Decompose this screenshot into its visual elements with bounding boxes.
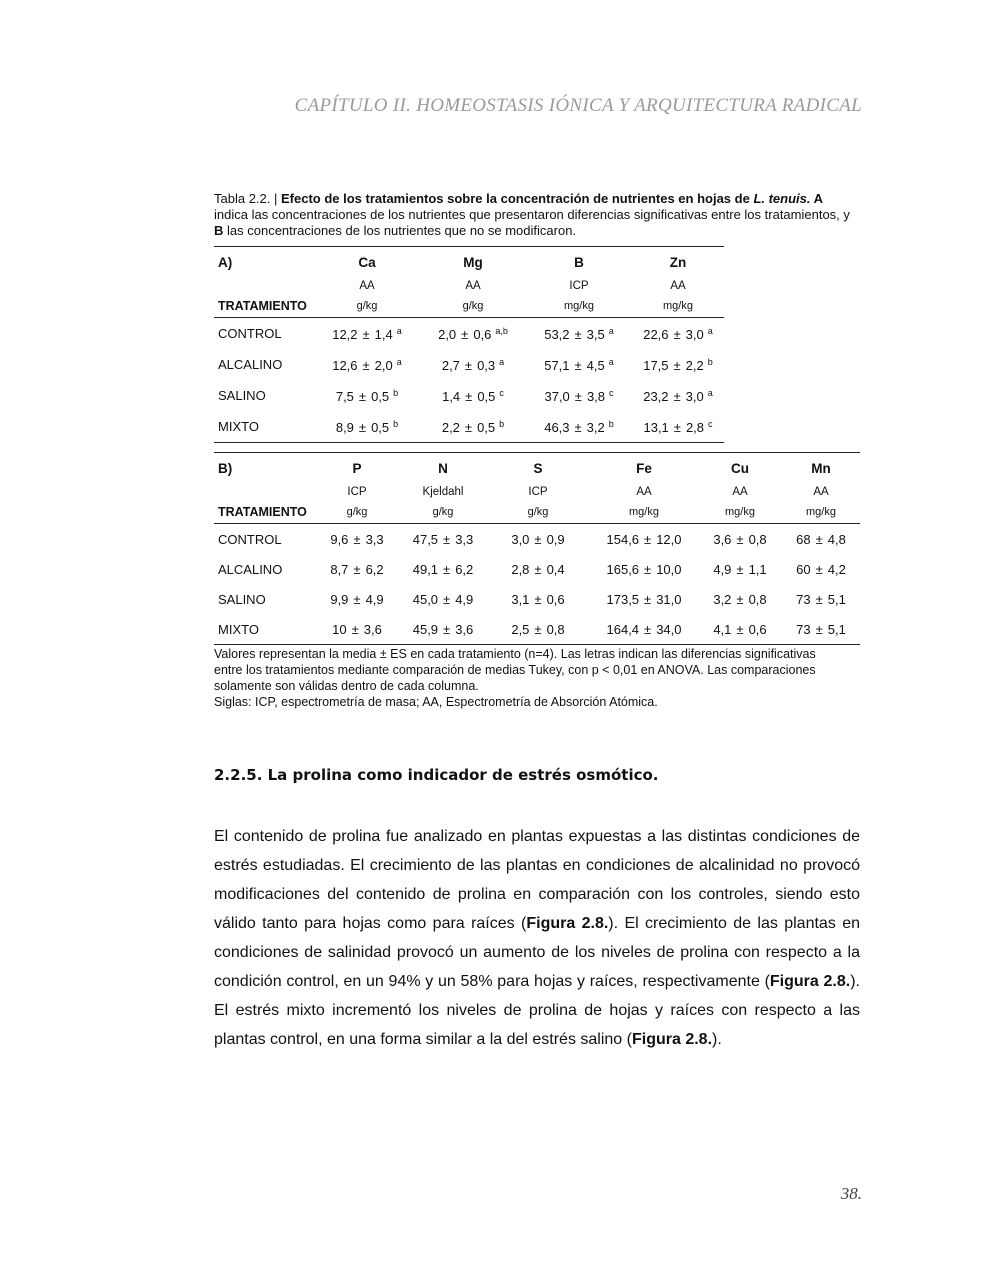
table-cell bbox=[420, 411, 526, 443]
cell-value bbox=[796, 622, 846, 637]
table-cell bbox=[314, 584, 400, 614]
significance-letter: a bbox=[396, 325, 402, 336]
column-header-ca: Ca bbox=[314, 247, 420, 278]
mean-value: 4,1 bbox=[713, 621, 732, 637]
cell-value bbox=[332, 357, 402, 373]
standard-error: 3,8 bbox=[586, 388, 606, 404]
table-cell bbox=[526, 380, 632, 411]
cell-value bbox=[544, 388, 613, 404]
table-cell bbox=[526, 318, 632, 350]
standard-error: 0,5 bbox=[371, 419, 390, 435]
standard-error: 0,4 bbox=[546, 561, 565, 577]
plus-minus-sign: ± bbox=[534, 561, 542, 577]
plus-minus-sign: ± bbox=[815, 561, 823, 577]
table-method-row bbox=[214, 277, 724, 295]
cell-value bbox=[442, 357, 504, 373]
table-cell bbox=[782, 554, 860, 584]
mean-value: 47,5 bbox=[412, 531, 439, 547]
table-cell bbox=[400, 524, 486, 555]
mean-value: 3,0 bbox=[511, 531, 530, 547]
table-cell bbox=[632, 318, 724, 350]
table-row bbox=[214, 554, 860, 584]
table-header-row bbox=[214, 247, 724, 278]
cell-value bbox=[511, 562, 564, 577]
treatment-name: MIXTO bbox=[214, 614, 314, 645]
mean-value: 4,9 bbox=[713, 561, 732, 577]
cell-value bbox=[413, 532, 474, 547]
plus-minus-sign: ± bbox=[644, 591, 652, 607]
standard-error: 5,1 bbox=[827, 591, 846, 607]
table-unit-row bbox=[214, 295, 724, 318]
table-header-row bbox=[214, 453, 860, 484]
significance-letter: b bbox=[707, 356, 713, 367]
plus-minus-sign: ± bbox=[464, 357, 473, 373]
mean-value: 3,6 bbox=[713, 531, 732, 547]
column-method: AA bbox=[670, 280, 686, 292]
column-header-mg: Mg bbox=[420, 247, 526, 278]
table-cell bbox=[782, 584, 860, 614]
significance-letter: a bbox=[707, 387, 713, 398]
mean-value: 154,6 bbox=[606, 531, 640, 547]
table-cell bbox=[400, 554, 486, 584]
standard-error: 4,9 bbox=[455, 591, 474, 607]
standard-error: 6,2 bbox=[365, 561, 384, 577]
treatment-header: TRATAMIENTO bbox=[214, 295, 314, 318]
mean-value: 13,1 bbox=[643, 419, 669, 435]
table-cell bbox=[590, 584, 698, 614]
column-unit: mg/kg bbox=[698, 501, 782, 524]
body-text-3: ). El estrés mixto incrementó los niveles de prolina de hojas y raíces con respecto a las plantas control, en una forma similar a la del estrés salino ( bbox=[214, 973, 860, 1048]
empty-cell bbox=[214, 483, 314, 501]
plus-minus-sign: ± bbox=[644, 561, 652, 577]
mean-value: 46,3 bbox=[544, 419, 570, 435]
mean-value: 12,2 bbox=[332, 326, 358, 342]
column-header-fe: Fe bbox=[590, 453, 698, 484]
table-cell bbox=[400, 614, 486, 645]
column-method: AA bbox=[732, 486, 748, 498]
standard-error: 0,6 bbox=[748, 621, 767, 637]
table-cell bbox=[590, 524, 698, 555]
standard-error: 10,0 bbox=[656, 561, 682, 577]
standard-error: 3,6 bbox=[363, 621, 382, 637]
cell-value bbox=[713, 562, 766, 577]
table-row bbox=[214, 380, 724, 411]
table-cell bbox=[698, 614, 782, 645]
plus-minus-sign: ± bbox=[443, 531, 451, 547]
significance-letter: b bbox=[393, 387, 399, 398]
mean-value: 60 bbox=[796, 561, 811, 577]
significance-letter: a bbox=[608, 356, 614, 367]
standard-error: 3,3 bbox=[455, 531, 474, 547]
empty-cell bbox=[214, 277, 314, 295]
running-head: CAPÍTULO II. HOMEOSTASIS IÓNICA Y ARQUITECTURA RADICAL bbox=[294, 95, 862, 116]
caption-text-1: indica las concentraciones de los nutrientes que presentaron diferencias significativas entre los tratamientos, y bbox=[214, 207, 850, 222]
treatment-name: SALINO bbox=[218, 388, 266, 403]
mean-value: 1,4 bbox=[442, 388, 461, 404]
caption-text-2: las concentraciones de los nutrientes que no se modificaron. bbox=[223, 223, 577, 238]
mean-value: 45,0 bbox=[412, 591, 439, 607]
notes-abbreviations: Siglas: ICP, espectrometría de masa; AA, Espectrometría de Absorción Atómica. bbox=[214, 695, 658, 709]
cell-value bbox=[607, 592, 682, 607]
table-cell bbox=[486, 584, 590, 614]
mean-value: 164,4 bbox=[606, 621, 640, 637]
mean-value: 165,6 bbox=[606, 561, 640, 577]
cell-value bbox=[413, 562, 474, 577]
cell-value bbox=[643, 357, 713, 373]
plus-minus-sign: ± bbox=[534, 621, 542, 637]
cell-value bbox=[330, 562, 383, 577]
table-cell bbox=[314, 318, 420, 350]
column-header-cu: Cu bbox=[698, 453, 782, 484]
column-unit: mg/kg bbox=[632, 295, 724, 318]
body-text-2: ). El crecimiento de las plantas en condiciones de salinidad provocó un aumento de los niveles de prolina con respecto a la condición control, en un 94% y un 58% para hojas y raíces, respectivamente ( bbox=[214, 915, 860, 990]
standard-error: 0,5 bbox=[371, 388, 390, 404]
mean-value: 2,2 bbox=[441, 419, 460, 435]
standard-error: 0,9 bbox=[546, 531, 565, 547]
column-method: ICP bbox=[569, 280, 589, 292]
column-header-n: N bbox=[400, 453, 486, 484]
table-cell bbox=[782, 614, 860, 645]
cell-value bbox=[607, 562, 682, 577]
table-a bbox=[214, 246, 724, 443]
figure-ref-3: Figura 2.8. bbox=[631, 1031, 713, 1048]
treatment-name: SALINO bbox=[218, 591, 266, 607]
table-cell bbox=[590, 614, 698, 645]
table-cell bbox=[314, 524, 400, 555]
caption-title: Efecto de los tratamientos sobre la concentración de nutrientes en hojas de bbox=[280, 191, 754, 206]
table-cell bbox=[632, 380, 724, 411]
column-header-b: B bbox=[526, 247, 632, 278]
table-section-label: B) bbox=[214, 453, 314, 484]
column-method: AA bbox=[465, 280, 481, 292]
column-method: Kjeldahl bbox=[422, 486, 464, 498]
significance-letter: a bbox=[707, 325, 713, 336]
mean-value: 2,5 bbox=[511, 621, 530, 637]
table-cell bbox=[314, 411, 420, 443]
caption-b-marker: B bbox=[214, 223, 224, 238]
column-unit: g/kg bbox=[486, 501, 590, 524]
standard-error: 0,3 bbox=[477, 357, 496, 373]
cell-value bbox=[330, 532, 383, 547]
mean-value: 12,6 bbox=[332, 357, 358, 373]
plus-minus-sign: ± bbox=[534, 591, 542, 607]
significance-letter: b bbox=[499, 418, 505, 429]
mean-value: 3,1 bbox=[511, 591, 530, 607]
plus-minus-sign: ± bbox=[358, 419, 367, 435]
cell-value bbox=[442, 388, 504, 404]
table-cell bbox=[632, 411, 724, 443]
plus-minus-sign: ± bbox=[362, 326, 370, 342]
table-cell bbox=[526, 411, 632, 443]
section-heading: 2.2.5. La prolina como indicador de estrés osmótico. bbox=[214, 766, 659, 784]
standard-error: 31,0 bbox=[656, 591, 682, 607]
standard-error: 3,0 bbox=[685, 388, 704, 404]
plus-minus-sign: ± bbox=[673, 357, 681, 373]
table-method-row bbox=[214, 483, 860, 501]
standard-error: 3,0 bbox=[685, 326, 704, 342]
mean-value: 53,2 bbox=[544, 326, 570, 342]
table-caption bbox=[214, 191, 860, 239]
plus-minus-sign: ± bbox=[443, 591, 451, 607]
standard-error: 4,9 bbox=[365, 591, 384, 607]
plus-minus-sign: ± bbox=[574, 388, 582, 404]
column-unit: g/kg bbox=[314, 295, 420, 318]
treatment-name: MIXTO bbox=[214, 411, 314, 443]
mean-value: 8,7 bbox=[330, 561, 349, 577]
standard-error: 5,1 bbox=[827, 621, 846, 637]
table-b bbox=[214, 452, 860, 645]
cell-value bbox=[413, 622, 474, 637]
standard-error: 0,8 bbox=[748, 591, 767, 607]
plus-minus-sign: ± bbox=[736, 561, 744, 577]
table-cell bbox=[420, 318, 526, 350]
column-method: ICP bbox=[347, 486, 367, 498]
figure-ref-2: Figura 2.8. bbox=[769, 973, 851, 990]
plus-minus-sign: ± bbox=[353, 531, 361, 547]
treatment-header: TRATAMIENTO bbox=[214, 501, 314, 524]
significance-letter: b bbox=[608, 418, 614, 429]
column-unit: g/kg bbox=[400, 501, 486, 524]
plus-minus-sign: ± bbox=[443, 561, 451, 577]
cell-value bbox=[796, 562, 846, 577]
table-row bbox=[214, 524, 860, 555]
cell-value bbox=[332, 622, 382, 637]
mean-value: 7,5 bbox=[335, 388, 354, 404]
plus-minus-sign: ± bbox=[464, 419, 473, 435]
plus-minus-sign: ± bbox=[574, 419, 582, 435]
cell-value bbox=[336, 419, 398, 435]
plus-minus-sign: ± bbox=[815, 621, 823, 637]
standard-error: 0,5 bbox=[477, 388, 496, 404]
plus-minus-sign: ± bbox=[443, 621, 451, 637]
standard-error: 2,0 bbox=[374, 357, 393, 373]
significance-letter: b bbox=[393, 418, 399, 429]
mean-value: 9,9 bbox=[330, 591, 349, 607]
table-unit-row bbox=[214, 501, 860, 524]
body-paragraph bbox=[214, 822, 860, 1054]
standard-error: 3,2 bbox=[586, 419, 605, 435]
table-cell bbox=[314, 554, 400, 584]
mean-value: 173,5 bbox=[606, 591, 640, 607]
significance-letter: c bbox=[708, 418, 713, 429]
table-cell bbox=[632, 349, 724, 380]
plus-minus-sign: ± bbox=[358, 388, 367, 404]
cell-value bbox=[336, 388, 398, 404]
plus-minus-sign: ± bbox=[351, 621, 359, 637]
cell-value bbox=[796, 532, 846, 547]
column-method: AA bbox=[813, 486, 829, 498]
cell-value bbox=[438, 326, 508, 342]
significance-letter: a bbox=[608, 325, 614, 336]
standard-error: 4,5 bbox=[586, 357, 605, 373]
table-cell bbox=[420, 380, 526, 411]
standard-error: 4,2 bbox=[827, 561, 846, 577]
cell-value bbox=[442, 419, 504, 435]
column-method: AA bbox=[636, 486, 652, 498]
cell-value bbox=[511, 532, 564, 547]
column-header-mn: Mn bbox=[782, 453, 860, 484]
significance-letter: a bbox=[396, 356, 402, 367]
plus-minus-sign: ± bbox=[673, 388, 681, 404]
treatment-name: ALCALINO bbox=[218, 561, 283, 577]
mean-value: 57,1 bbox=[544, 357, 570, 373]
table-cell bbox=[314, 349, 420, 380]
table-cell bbox=[486, 524, 590, 555]
standard-error: 2,8 bbox=[685, 419, 705, 435]
column-header-zn: Zn bbox=[632, 247, 724, 278]
plus-minus-sign: ± bbox=[574, 357, 582, 373]
standard-error: 34,0 bbox=[656, 621, 682, 637]
plus-minus-sign: ± bbox=[736, 591, 744, 607]
table-cell bbox=[590, 554, 698, 584]
table-cell bbox=[698, 554, 782, 584]
plus-minus-sign: ± bbox=[574, 326, 582, 342]
column-header-p: P bbox=[314, 453, 400, 484]
table-section-label: A) bbox=[214, 247, 314, 278]
body-text-4: ). bbox=[712, 1031, 722, 1048]
cell-value bbox=[544, 419, 614, 435]
mean-value: 2,0 bbox=[438, 326, 457, 342]
mean-value: 73 bbox=[796, 621, 811, 637]
cell-value bbox=[643, 419, 712, 435]
standard-error: 0,6 bbox=[473, 326, 492, 342]
table-row bbox=[214, 349, 724, 380]
significance-letter: a,b bbox=[495, 325, 508, 336]
cell-value bbox=[607, 532, 682, 547]
standard-error: 6,2 bbox=[455, 561, 474, 577]
column-unit: mg/kg bbox=[526, 295, 632, 318]
plus-minus-sign: ± bbox=[362, 357, 370, 373]
treatment-name: CONTROL bbox=[218, 326, 282, 341]
mean-value: 22,6 bbox=[643, 326, 669, 342]
table-cell bbox=[486, 554, 590, 584]
mean-value: 17,5 bbox=[643, 357, 669, 373]
cell-value bbox=[713, 532, 766, 547]
plus-minus-sign: ± bbox=[736, 621, 744, 637]
table-notes bbox=[214, 646, 834, 710]
standard-error: 3,3 bbox=[365, 531, 384, 547]
cell-value bbox=[643, 388, 713, 404]
cell-value bbox=[544, 326, 614, 342]
cell-value bbox=[511, 592, 564, 607]
standard-error: 0,8 bbox=[546, 621, 565, 637]
mean-value: 3,2 bbox=[713, 591, 732, 607]
column-unit: mg/kg bbox=[590, 501, 698, 524]
table-cell bbox=[698, 584, 782, 614]
table-row bbox=[214, 411, 724, 443]
treatment-name: CONTROL bbox=[218, 531, 282, 547]
mean-value: 73 bbox=[796, 591, 811, 607]
cell-value bbox=[713, 592, 766, 607]
column-unit: mg/kg bbox=[782, 501, 860, 524]
table-cell bbox=[420, 349, 526, 380]
cell-value bbox=[332, 326, 402, 342]
plus-minus-sign: ± bbox=[736, 531, 744, 547]
column-method: ICP bbox=[528, 486, 548, 498]
cell-value bbox=[643, 326, 713, 342]
mean-value: 45,9 bbox=[412, 621, 439, 637]
caption-species: L. tenuis. bbox=[753, 191, 811, 206]
mean-value: 2,8 bbox=[511, 561, 530, 577]
plus-minus-sign: ± bbox=[644, 621, 652, 637]
table-cell bbox=[782, 524, 860, 555]
standard-error: 0,8 bbox=[748, 531, 767, 547]
plus-minus-sign: ± bbox=[673, 419, 681, 435]
plus-minus-sign: ± bbox=[815, 591, 823, 607]
plus-minus-sign: ± bbox=[644, 531, 652, 547]
plus-minus-sign: ± bbox=[534, 531, 542, 547]
treatment-name: ALCALINO bbox=[218, 357, 283, 372]
table-cell bbox=[400, 584, 486, 614]
table-row bbox=[214, 318, 724, 350]
mean-value: 37,0 bbox=[544, 388, 570, 404]
cell-value bbox=[796, 592, 846, 607]
standard-error: 0,6 bbox=[546, 591, 565, 607]
plus-minus-sign: ± bbox=[465, 388, 473, 404]
cell-value bbox=[713, 622, 766, 637]
column-unit: g/kg bbox=[420, 295, 526, 318]
table-cell bbox=[486, 614, 590, 645]
body-text-1: El contenido de prolina fue analizado en plantas expuestas a las distintas condiciones de estrés estudiadas. El crecimiento de las plantas en condiciones de alcalinidad no provocó modificaciones del contenido de prolina en comparación con los controles, siendo esto válido tanto para hojas como para raíces ( bbox=[214, 828, 860, 932]
mean-value: 9,6 bbox=[330, 531, 349, 547]
plus-minus-sign: ± bbox=[673, 326, 681, 342]
column-header-s: S bbox=[486, 453, 590, 484]
plus-minus-sign: ± bbox=[461, 326, 469, 342]
mean-value: 68 bbox=[796, 531, 811, 547]
mean-value: 2,7 bbox=[441, 357, 460, 373]
standard-error: 12,0 bbox=[656, 531, 682, 547]
plus-minus-sign: ± bbox=[353, 561, 361, 577]
page-number: 38. bbox=[840, 1184, 862, 1203]
standard-error: 2,2 bbox=[685, 357, 704, 373]
standard-error: 4,8 bbox=[827, 531, 846, 547]
table-cell bbox=[314, 380, 420, 411]
standard-error: 1,4 bbox=[374, 326, 393, 342]
plus-minus-sign: ± bbox=[815, 531, 823, 547]
mean-value: 23,2 bbox=[643, 388, 669, 404]
cell-value bbox=[544, 357, 614, 373]
table-cell bbox=[698, 524, 782, 555]
figure-ref-1: Figura 2.8. bbox=[526, 915, 609, 932]
table-cell bbox=[314, 614, 400, 645]
standard-error: 1,1 bbox=[748, 561, 767, 577]
cell-value bbox=[607, 622, 682, 637]
column-unit: g/kg bbox=[314, 501, 400, 524]
column-method: AA bbox=[359, 280, 375, 292]
standard-error: 3,6 bbox=[455, 621, 474, 637]
cell-value bbox=[511, 622, 564, 637]
significance-letter: c bbox=[499, 387, 504, 398]
caption-a-marker: A bbox=[810, 191, 824, 206]
mean-value: 10 bbox=[332, 621, 347, 637]
caption-prefix: Tabla 2.2. | bbox=[214, 191, 281, 206]
mean-value: 49,1 bbox=[412, 561, 439, 577]
table-cell bbox=[526, 349, 632, 380]
table-row bbox=[214, 614, 860, 645]
significance-letter: a bbox=[499, 356, 505, 367]
cell-value bbox=[330, 592, 383, 607]
standard-error: 0,5 bbox=[477, 419, 496, 435]
significance-letter: c bbox=[609, 387, 614, 398]
mean-value: 8,9 bbox=[335, 419, 354, 435]
cell-value bbox=[413, 592, 474, 607]
plus-minus-sign: ± bbox=[353, 591, 361, 607]
table-row bbox=[214, 584, 860, 614]
notes-statistics: Valores representan la media ± ES en cada tratamiento (n=4). Las letras indican las diferencias significativas entre los tratamientos mediante comparación de medias Tukey, con p < 0,01 en ANOVA. Las comparaciones solamente son válidas dentro de cada columna. bbox=[214, 647, 816, 693]
standard-error: 3,5 bbox=[586, 326, 605, 342]
